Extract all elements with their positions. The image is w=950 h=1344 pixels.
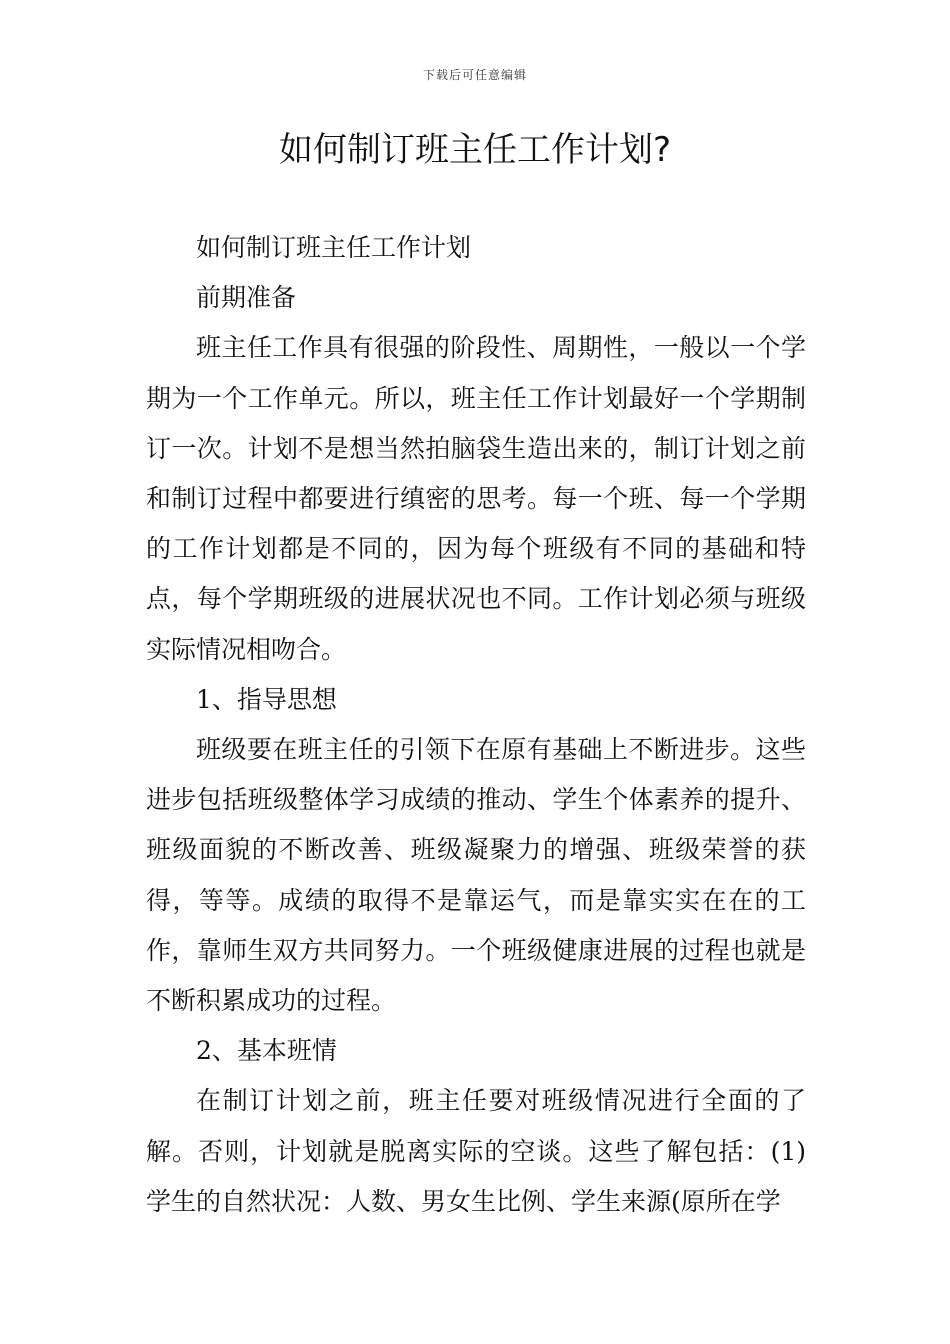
paragraph-intro: 班主任工作具有很强的阶段性、周期性，一般以一个学期为一个工作单元。所以，班主任工作计划最好一个学期制订一次。计划不是想当然拍脑袋生造出来的，制订计划之前和制订过程中都要进行缜密的思考。每一个班、每一个学期的工作计划都是不同的，因为每个班级有不同的基础和特点，每个学期班级的进展状况也不同。工作计划必须与班级实际情况相吻合。 xyxy=(146,333,806,664)
paragraph-subtitle: 如何制订班主任工作计划 xyxy=(196,233,472,262)
paragraph-class-situation: 在制订计划之前，班主任要对班级情况进行全面的了解。否则，计划就是脱离实际的空谈。这些了解包括：(1)学生的自然状况：人数、男女生比例、学生来源(原所在学 xyxy=(146,1086,806,1216)
header-note: 下载后可任意编辑 xyxy=(422,68,527,82)
document-body xyxy=(146,223,806,1227)
section-heading-preparation: 前期准备 xyxy=(196,283,297,313)
document-title: 如何制订班主任工作计划? xyxy=(278,130,672,170)
paragraph-guiding-thought: 班级要在班主任的引领下在原有基础上不断进步。这些进步包括班级整体学习成绩的推动、学生个体素养的提升、班级面貌的不断改善、班级凝聚力的增强、班级荣誉的获得，等等。成绩的取得不是靠运气，而是靠实实在在的工作，靠师生双方共同努力。一个班级健康进展的过程也就是不断积累成功的过程。 xyxy=(146,735,806,1016)
section-heading-guiding-thought: 1、指导思想 xyxy=(196,684,337,714)
section-heading-class-situation: 2、基本班情 xyxy=(196,1036,337,1066)
